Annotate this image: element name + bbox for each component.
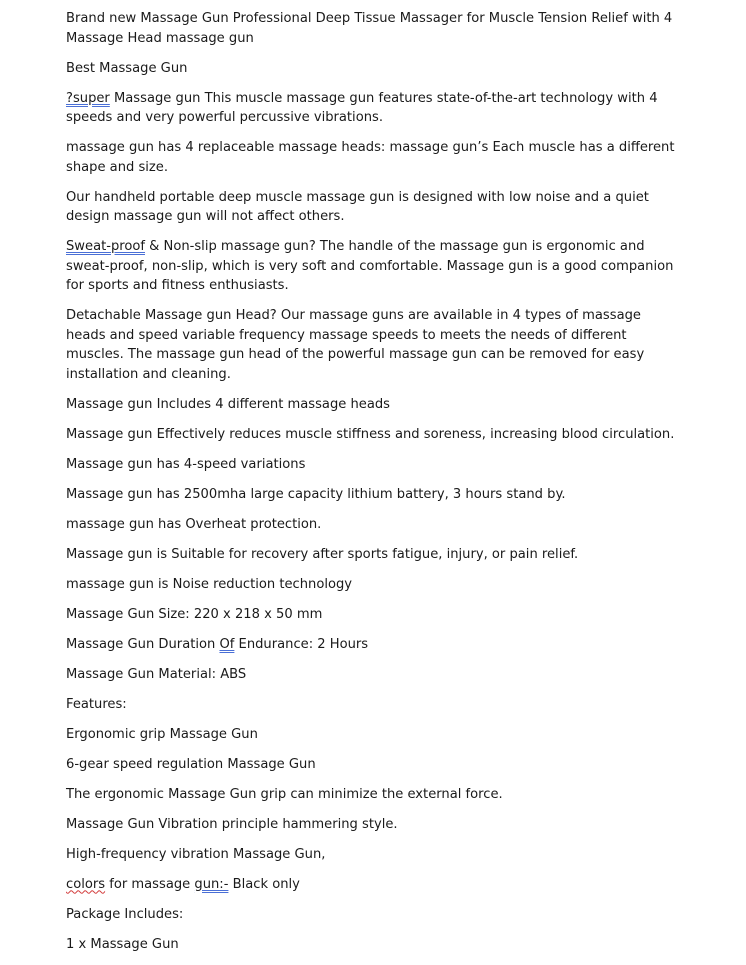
document-paragraph[interactable] bbox=[66, 635, 676, 655]
paragraph-text: Brand new Massage Gun Professional Deep Tissue Massager for Muscle Tension Relief with 4 Massage Head massage gun bbox=[66, 11, 673, 46]
grammar-flagged-word: gun:- bbox=[194, 876, 229, 892]
paragraph-text: The ergonomic Massage Gun grip can minimize the external force. bbox=[66, 786, 503, 802]
document-paragraph[interactable] bbox=[66, 485, 676, 505]
paragraph-text: Package Includes: bbox=[66, 906, 184, 922]
document-paragraph[interactable] bbox=[66, 89, 676, 128]
paragraph-text: massage gun is Noise reduction technology bbox=[66, 576, 353, 592]
grammar-flagged-word: ?super bbox=[66, 90, 110, 106]
document-paragraph[interactable] bbox=[66, 755, 676, 775]
document-paragraph[interactable] bbox=[66, 138, 676, 177]
paragraph-text: Features: bbox=[66, 696, 127, 712]
document-paragraph[interactable] bbox=[66, 575, 676, 595]
paragraph-text: Ergonomic grip Massage Gun bbox=[66, 726, 258, 742]
paragraph-text: 6-gear speed regulation Massage Gun bbox=[66, 756, 316, 772]
document-paragraph[interactable] bbox=[66, 425, 676, 445]
document-paragraph[interactable] bbox=[66, 545, 676, 565]
document-paragraph[interactable] bbox=[66, 905, 676, 925]
document-paragraph[interactable] bbox=[66, 9, 676, 48]
document-paragraph[interactable] bbox=[66, 188, 676, 227]
document-paragraph[interactable] bbox=[66, 237, 676, 296]
paragraph-text: Massage Gun Material: ABS bbox=[66, 666, 247, 682]
paragraph-text: Massage gun Effectively reduces muscle stiffness and soreness, increasing blood circulation. bbox=[66, 426, 675, 442]
paragraph-text: High-frequency vibration Massage Gun, bbox=[66, 846, 326, 862]
paragraph-text: Massage Gun Vibration principle hammering style. bbox=[66, 816, 398, 832]
paragraph-text: Massage Gun Size: 220 x 218 x 50 mm bbox=[66, 606, 323, 622]
document-paragraph[interactable] bbox=[66, 395, 676, 415]
document-paragraph[interactable] bbox=[66, 306, 676, 384]
paragraph-text: for massage bbox=[105, 876, 195, 892]
grammar-flagged-word: Sweat-proof bbox=[66, 239, 145, 254]
document-paragraph[interactable] bbox=[66, 845, 676, 865]
paragraph-text: Massage gun Includes 4 different massage heads bbox=[66, 396, 390, 412]
document-body[interactable] bbox=[66, 9, 676, 965]
paragraph-text: Black only bbox=[228, 876, 300, 892]
document-paragraph[interactable] bbox=[66, 665, 676, 685]
paragraph-text: 1 x Massage Gun bbox=[66, 936, 179, 952]
document-paragraph[interactable] bbox=[66, 725, 676, 745]
document-paragraph[interactable] bbox=[66, 695, 676, 715]
paragraph-text: massage gun has 4 replaceable massage heads: massage gun’s Each muscle has a different shape and size. bbox=[66, 140, 675, 175]
document-paragraph[interactable] bbox=[66, 59, 676, 79]
paragraph-text: Detachable Massage gun Head? Our massage guns are available in 4 types of massage heads and speed variable frequency massage speeds to meets the needs of different muscles. The massage gun head of the powerful massage gun can be removed for easy installation and cleaning. bbox=[66, 308, 645, 382]
paragraph-text: Endurance: 2 Hours bbox=[234, 636, 369, 652]
paragraph-text: Massage gun has 2500mha large capacity lithium battery, 3 hours stand by. bbox=[66, 486, 566, 502]
document-paragraph[interactable] bbox=[66, 515, 676, 535]
spelling-flagged-word: colors bbox=[66, 876, 106, 892]
paragraph-text: massage gun has Overheat protection. bbox=[66, 516, 322, 532]
document-paragraph[interactable] bbox=[66, 785, 676, 805]
grammar-flagged-word: Of bbox=[219, 636, 235, 652]
paragraph-text: Massage gun This muscle massage gun features state-of-the-art technology with 4 speeds and very powerful percussive vibrations. bbox=[66, 90, 658, 125]
document-paragraph[interactable] bbox=[66, 455, 676, 475]
paragraph-text: Massage gun has 4-speed variations bbox=[66, 456, 306, 472]
paragraph-text: Massage Gun Duration bbox=[66, 636, 220, 652]
document-paragraph[interactable] bbox=[66, 605, 676, 625]
document-paragraph[interactable] bbox=[66, 815, 676, 835]
paragraph-text: Best Massage Gun bbox=[66, 60, 188, 76]
paragraph-text: & Non-slip massage gun? The handle of the massage gun is ergonomic and sweat-proof, non-slip, which is very soft and comfortable. Massage gun is a good companion for sports and fitness enthusiasts. bbox=[66, 239, 674, 293]
document-paragraph[interactable] bbox=[66, 935, 676, 955]
paragraph-text: Our handheld portable deep muscle massage gun is designed with low noise and a quiet design massage gun will not affect others. bbox=[66, 189, 649, 224]
document-paragraph[interactable] bbox=[66, 875, 676, 895]
paragraph-text: Massage gun is Suitable for recovery after sports fatigue, injury, or pain relief. bbox=[66, 546, 579, 562]
